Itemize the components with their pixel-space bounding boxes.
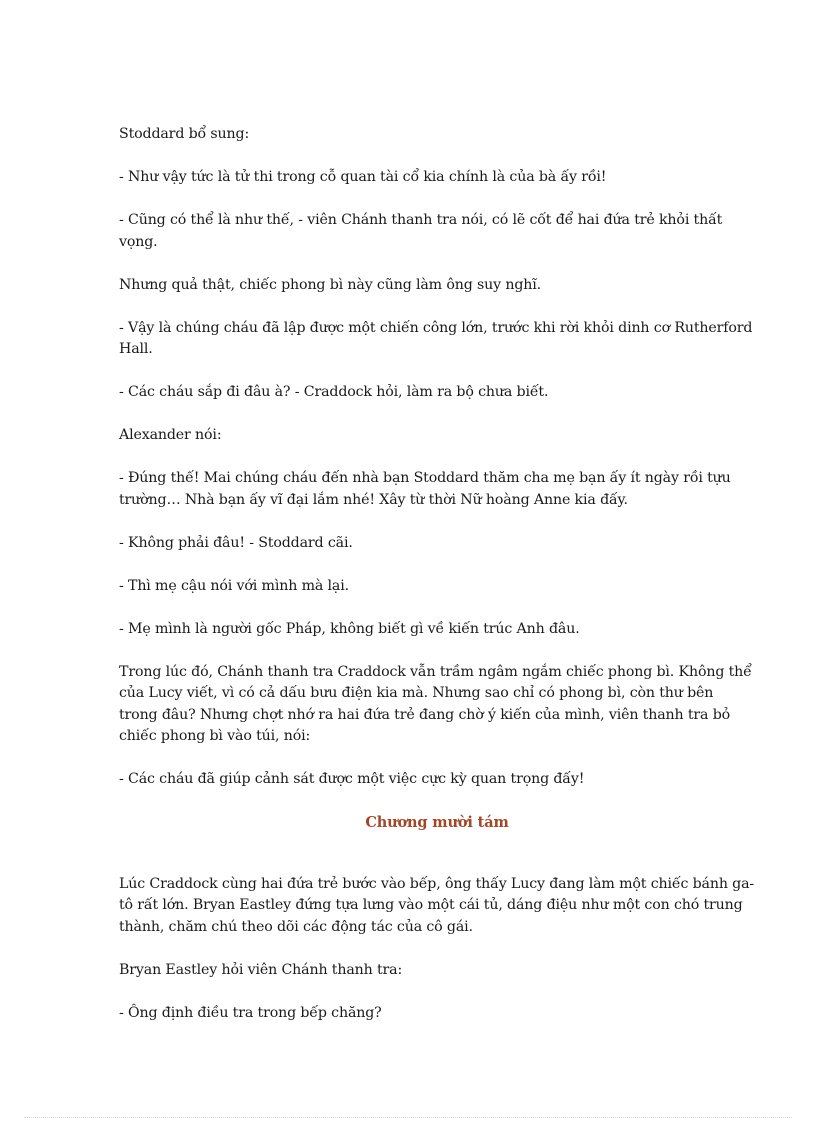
paragraph: - Thì mẹ cậu nói với mình mà lại. bbox=[119, 577, 349, 594]
chapter-heading: Chương mười tám bbox=[365, 814, 509, 831]
paragraph: Stoddard bổ sung: bbox=[119, 126, 250, 142]
paragraph: - Các cháu sắp đi đâu à? - Craddock hỏi, làm ra bộ chưa biết. bbox=[119, 384, 549, 400]
paragraph: Trong lúc đó, Chánh thanh tra Craddock vẫn trầm ngâm ngắm chiếc phong bì. Không thể của Lucy viết, vì có cả dấu bưu điện kia mà. Nhưng sao chỉ có phong bì, còn thư bên trong đâu? Nhưng chợt nhớ ra hai đứa trẻ đang chờ ý kiến của mình, viên thanh tra bỏ chiếc phong bì vào túi, nói: bbox=[119, 663, 752, 744]
paragraph: Alexander nói: bbox=[119, 427, 222, 443]
paragraph: Bryan Eastley hỏi viên Chánh thanh tra: bbox=[119, 961, 403, 978]
paragraph: - Các cháu đã giúp cảnh sát được một việc cực kỳ quan trọng đấy! bbox=[119, 771, 585, 787]
document-body bbox=[119, 124, 755, 1046]
paragraph: - Vậy là chúng cháu đã lập được một chiến công lớn, trước khi rời khỏi dinh cơ Rutherford Hall. bbox=[119, 319, 753, 357]
paragraph: - Ông định điều tra trong bếp chăng? bbox=[119, 1004, 382, 1021]
paragraph: - Như vậy tức là tử thi trong cỗ quan tài cổ kia chính là của bà ấy rồi! bbox=[119, 169, 607, 185]
paragraph: - Cũng có thể là như thế, - viên Chánh thanh tra nói, có lẽ cốt để hai đứa trẻ khỏi thất vọng. bbox=[119, 212, 723, 250]
paragraph: - Mẹ mình là người gốc Pháp, không biết gì về kiến trúc Anh đâu. bbox=[119, 620, 580, 637]
page-bottom-divider bbox=[24, 1117, 792, 1118]
paragraph: - Đúng thế! Mai chúng cháu đến nhà bạn Stoddard thăm cha mẹ bạn ấy ít ngày rồi tựu trường… Nhà bạn ấy vĩ đại lắm nhé! Xây từ thời Nữ hoàng Anne kia đấy. bbox=[119, 470, 731, 508]
paragraph: Nhưng quả thật, chiếc phong bì này cũng làm ông suy nghĩ. bbox=[119, 276, 542, 293]
paragraph: Lúc Craddock cùng hai đứa trẻ bước vào bếp, ông thấy Lucy đang làm một chiếc bánh ga-tô rất lớn. Bryan Eastley đứng tựa lưng vào một cái tủ, dáng điệu như một con chó trung thành, chăm chú theo dõi các động tác của cô gái. bbox=[119, 875, 755, 935]
paragraph: - Không phải đâu! - Stoddard cãi. bbox=[119, 534, 353, 551]
